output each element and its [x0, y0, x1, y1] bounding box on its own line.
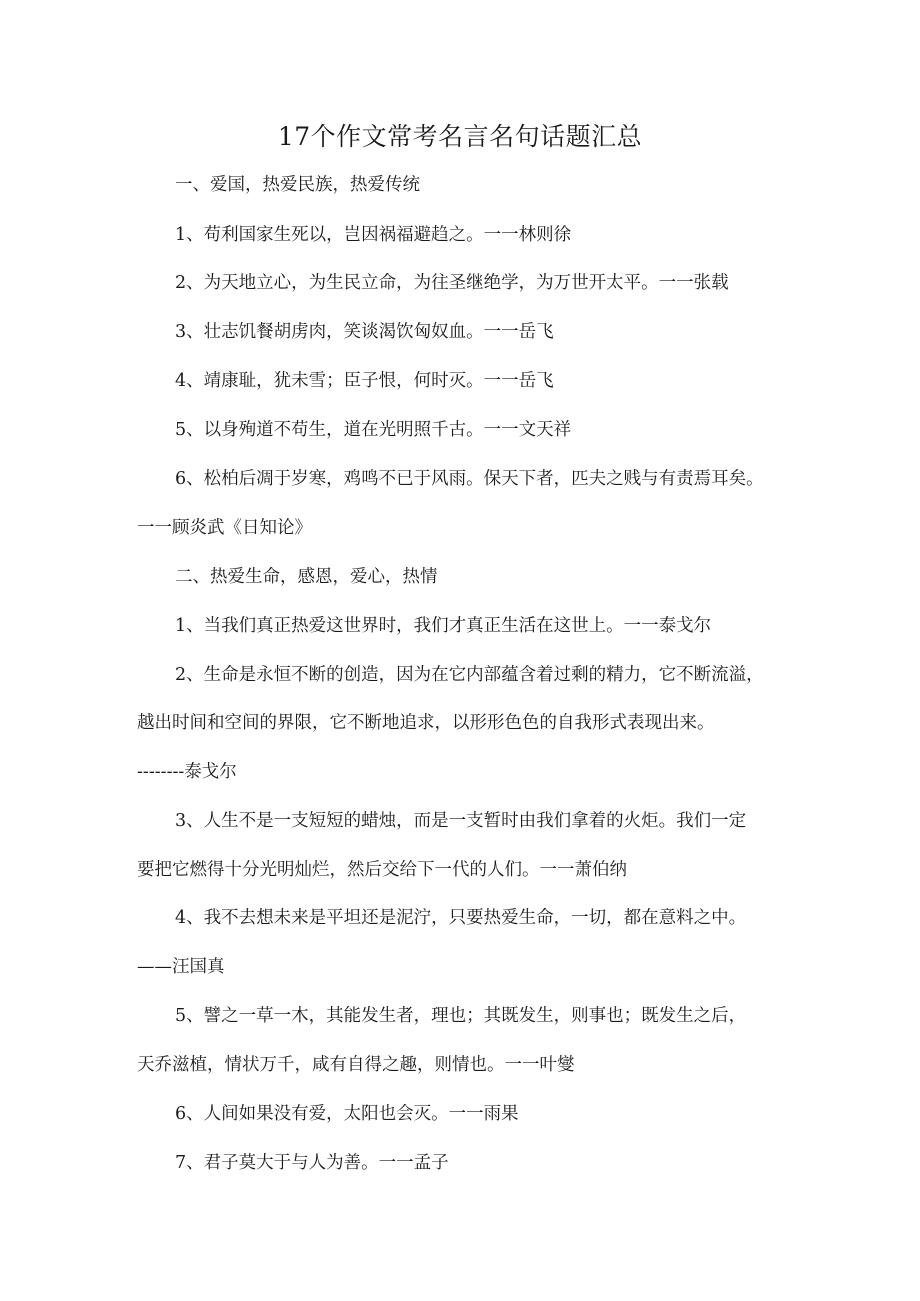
quote-continuation: --------泰戈尔 — [137, 762, 237, 782]
quote-line: 7、君子莫大于与人为善。一一孟子 — [175, 1153, 449, 1173]
quote-continuation: 一一顾炎武《日知论》 — [137, 518, 312, 538]
quote-line: 3、人生不是一支短短的蜡烛，而是一支暂时由我们拿着的火炬。我们一定 — [175, 811, 747, 831]
quote-line: 2、生命是永恒不断的创造，因为在它内部蕴含着过剩的精力，它不断流溢， — [175, 665, 764, 685]
quote-line: 2、为天地立心，为生民立命，为往圣继绝学，为万世开太平。一一张载 — [175, 273, 729, 293]
quote-continuation: 天乔滋植，情状万千，咸有自得之趣，则情也。一一叶燮 — [137, 1055, 575, 1075]
section-heading-1: 一、爱国，热爱民族，热爱传统 — [175, 175, 420, 195]
document-title: 17个作文常考名言名句话题汇总 — [277, 122, 643, 151]
quote-continuation: 越出时间和空间的界限，它不断地追求，以形形色色的自我形式表现出来。 — [137, 713, 715, 733]
quote-line: 4、靖康耻，犹未雪；臣子恨，何时灭。一一岳飞 — [175, 371, 554, 391]
quote-line: 5、譬之一草一木，其能发生者，理也；其既发生，则事也；既发生之后， — [175, 1006, 747, 1026]
quote-line: 1、当我们真正热爱这世界时，我们才真正生活在这世上。一一泰戈尔 — [175, 616, 712, 636]
quote-line: 6、人间如果没有爱，太阳也会灭。一一雨果 — [175, 1104, 519, 1124]
quote-line: 4、我不去想未来是平坦还是泥泞，只要热爱生命，一切，都在意料之中。 — [175, 908, 747, 928]
quote-line: 5、以身殉道不苟生，道在光明照千古。一一文天祥 — [175, 420, 572, 440]
quote-line: 1、苟利国家生死以，岂因祸福避趋之。一一林则徐 — [175, 225, 572, 245]
quote-continuation: ——汪国真 — [137, 957, 225, 977]
quote-line: 3、壮志饥餐胡虏肉，笑谈渴饮匈奴血。一一岳飞 — [175, 322, 554, 342]
quote-continuation: 要把它燃得十分光明灿烂，然后交给下一代的人们。一一萧伯纳 — [137, 860, 627, 880]
section-heading-2: 二、热爱生命，感恩，爱心，热情 — [175, 567, 438, 587]
quote-line: 6、松柏后凋于岁寒，鸡鸣不已于风雨。保天下者，匹夫之贱与有责焉耳矣。 — [175, 469, 764, 489]
